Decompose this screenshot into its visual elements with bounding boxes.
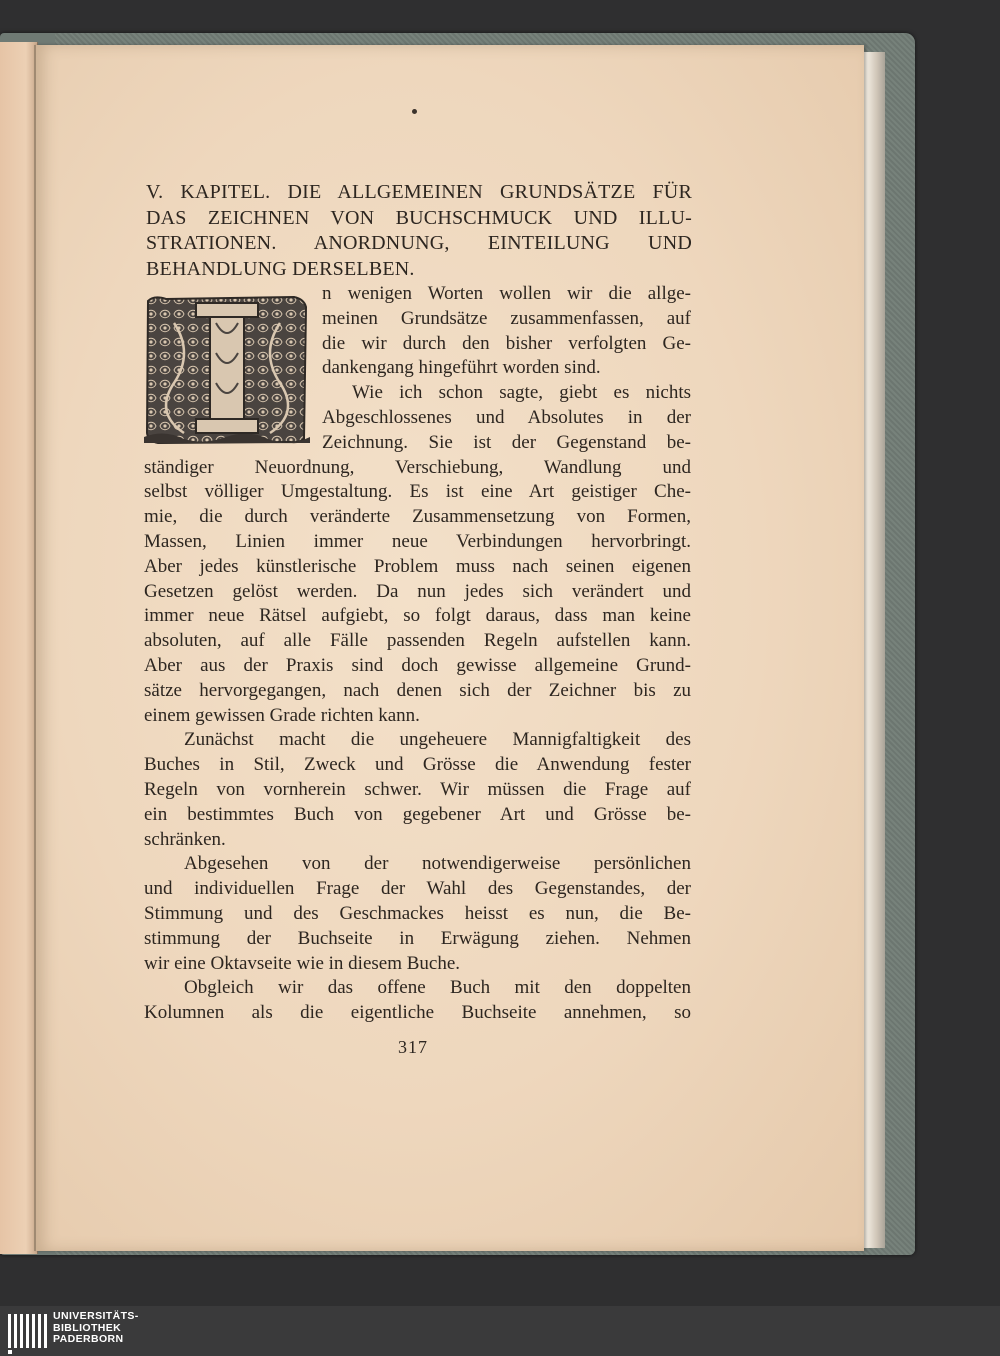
text-line: dankengang hingeführt worden sind.	[322, 357, 601, 379]
library-name	[53, 1311, 139, 1346]
heading-line: BEHANDLUNG DERSELBEN.	[146, 257, 415, 280]
text-line: die wir durch den bisher verfolgten Ge-	[322, 332, 691, 354]
text-line: einem gewissen Grade richten kann.	[144, 704, 420, 726]
library-logo-icon	[8, 1314, 48, 1354]
page-mark	[412, 109, 417, 114]
text-line: ein bestimmtes Buch von gegebener Art und Grösse be-	[144, 803, 691, 825]
text-line: absoluten, auf alle Fälle passenden Regeln aufstellen kann.	[144, 630, 691, 652]
text-line: immer neue Rätsel aufgiebt, so folgt daraus, dass man keine	[144, 605, 691, 627]
text-line: meinen Grundsätze zusammenfassen, auf	[322, 307, 691, 329]
heading-line: DAS ZEICHNEN VON BUCHSCHMUCK UND ILLU-	[146, 206, 692, 229]
text-line: und individuellen Frage der Wahl des Gegenstandes, der	[144, 878, 691, 900]
heading-line: STRATIONEN. ANORDNUNG, EINTEILUNG UND	[146, 232, 692, 254]
text-line: Wie ich schon sagte, giebt es nichts	[352, 382, 691, 404]
text-line: Abgesehen von der notwendigerweise persönlichen	[184, 853, 691, 875]
library-name-line: PADERBORN	[53, 1333, 124, 1345]
chapter-heading	[146, 180, 692, 282]
text-line: Kolumnen als die eigentliche Buchseite annehmen, so	[144, 1002, 691, 1024]
text-line: mie, die durch veränderte Zusammensetzung von Formen,	[144, 506, 691, 528]
left-page-edge	[0, 42, 38, 1254]
text-line: Abgeschlossenes und Absolutes in der	[322, 406, 691, 428]
text-line: wir eine Oktavseite wie in diesem Buche.	[144, 952, 461, 974]
text-line: ständiger Neuordnung, Verschiebung, Wandlung und	[144, 456, 691, 478]
text-line: n wenigen Worten wollen wir die allge-	[322, 283, 691, 304]
text-line: Aber jedes künstlerische Problem muss nach seinen eigenen	[144, 555, 691, 577]
book-page	[34, 45, 864, 1251]
library-name-line: BIBLIOTHEK	[53, 1321, 122, 1334]
text-line: Massen, Linien immer neue Verbindungen hervorbringt.	[144, 530, 691, 552]
text-line: Stimmung und des Geschmackes heisst es nun, die Be-	[144, 902, 691, 924]
text-line: Gesetzen gelöst werden. Da nun jedes sich verändert und	[144, 580, 691, 602]
text-line: selbst völliger Umgestaltung. Es ist eine Art geistiger Che-	[144, 481, 691, 503]
text-line: Buches in Stil, Zweck und Grösse die Anwendung fester	[144, 754, 691, 776]
text-line: Obgleich wir das offene Buch mit den doppelten	[184, 977, 691, 999]
heading-line: V. KAPITEL. DIE ALLGEMEINEN GRUNDSÄTZE FÜR	[146, 181, 692, 203]
library-footer	[0, 1306, 1000, 1356]
text-line: Aber aus der Praxis sind doch gewisse allgemeine Grund-	[144, 654, 691, 676]
library-name-line: UNIVERSITÄTS-	[53, 1310, 139, 1322]
text-line: stimmung der Buchseite in Erwägung ziehen. Nehmen	[144, 927, 691, 949]
body-text	[144, 282, 691, 1026]
text-line: schränken.	[144, 828, 226, 850]
text-line: sätze hervorgegangen, nach denen sich der Zeichner bis zu	[144, 679, 691, 701]
text-line: Zeichnung. Sie ist der Gegenstand be-	[322, 431, 691, 453]
text-line: Regeln von vornherein schwer. Wir müssen die Frage auf	[144, 778, 691, 800]
page-number: 317	[398, 1037, 428, 1057]
text-line: Zunächst macht die ungeheuere Mannigfaltigkeit des	[184, 729, 691, 751]
